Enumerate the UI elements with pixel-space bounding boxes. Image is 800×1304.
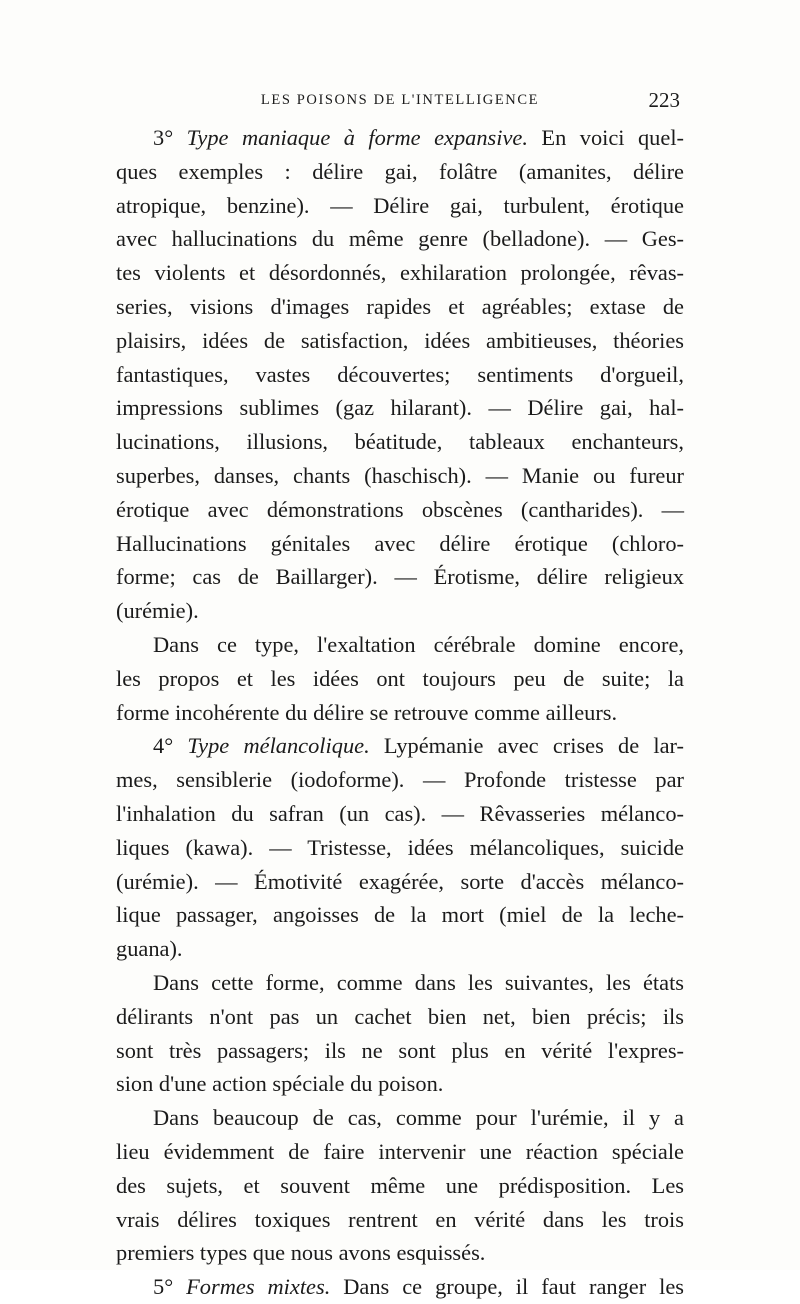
text-line bbox=[116, 932, 684, 966]
text-line bbox=[116, 425, 684, 459]
text-line bbox=[116, 729, 684, 763]
text-run: lique passager, angoisses de la mort (miel de la leche- bbox=[116, 902, 684, 928]
text-run: 5° bbox=[153, 1274, 187, 1300]
text-run: les propos et les idées ont toujours peu de suite; la bbox=[116, 665, 684, 691]
text-run: forme; cas de Baillarger). — Érotisme, délire religieux bbox=[116, 564, 684, 590]
text-run: (urémie). — Émotivité exagérée, sorte d'accès mélanco- bbox=[116, 868, 684, 894]
text-line bbox=[116, 831, 684, 865]
text-run: mes, sensiblerie (iodoforme). — Profonde tristesse par bbox=[116, 767, 684, 793]
text-run: liques (kawa). — Tristesse, idées mélancoliques, suicide bbox=[116, 834, 684, 860]
text-line bbox=[116, 1101, 684, 1135]
text-run: sont très passagers; ils ne sont plus en vérité l'expres- bbox=[116, 1037, 684, 1063]
text-line bbox=[116, 1135, 684, 1169]
text-line bbox=[116, 493, 684, 527]
text-line bbox=[116, 898, 684, 932]
text-line bbox=[116, 560, 684, 594]
italic-heading: Formes mixtes. bbox=[186, 1274, 331, 1300]
text-line bbox=[116, 121, 684, 155]
text-line bbox=[116, 189, 684, 223]
text-line bbox=[116, 966, 684, 1000]
text-run: tes violents et désordonnés, exhilaration prolongée, rêvas- bbox=[116, 260, 684, 286]
text-line bbox=[116, 763, 684, 797]
text-line bbox=[116, 797, 684, 831]
text-run: Dans cette forme, comme dans les suivantes, les états bbox=[153, 969, 684, 995]
text-line bbox=[116, 324, 684, 358]
text-run: series, visions d'images rapides et agréables; extase de bbox=[116, 293, 684, 319]
text-run: lucinations, illusions, béatitude, tableaux enchanteurs, bbox=[116, 429, 684, 455]
text-run: En voici quel- bbox=[527, 125, 684, 150]
text-run: 3° bbox=[153, 125, 187, 150]
text-line bbox=[116, 358, 684, 392]
text-run: Dans beaucoup de cas, comme pour l'urémie, il y a bbox=[153, 1105, 684, 1131]
text-run: lieu évidemment de faire intervenir une réaction spéciale bbox=[116, 1138, 684, 1164]
text-run: atropique, benzine). — Délire gai, turbulent, érotique bbox=[116, 192, 684, 218]
text-run: avec hallucinations du même genre (belladone). — Ges- bbox=[116, 226, 684, 252]
text-run: Dans ce type, l'exaltation cérébrale domine encore, bbox=[153, 631, 684, 657]
text-run: premiers types que nous avons esquissés. bbox=[116, 1240, 486, 1266]
text-line bbox=[116, 290, 684, 324]
text-line bbox=[116, 1203, 684, 1237]
text-run: (urémie). bbox=[116, 598, 199, 624]
text-run: forme incohérente du délire se retrouve comme ailleurs. bbox=[116, 699, 618, 725]
text-line bbox=[116, 155, 684, 189]
text-run: érotique avec démonstrations obscènes (cantharides). — bbox=[116, 496, 684, 522]
text-line bbox=[116, 1169, 684, 1203]
text-line bbox=[116, 1236, 684, 1270]
text-run: Hallucinations génitales avec délire érotique (chloro- bbox=[116, 530, 684, 556]
text-run: délirants n'ont pas un cachet bien net, bien précis; ils bbox=[116, 1003, 684, 1029]
text-line bbox=[116, 696, 684, 730]
text-line bbox=[116, 1270, 684, 1304]
running-title: LES POISONS DE L'INTELLIGENCE bbox=[260, 92, 540, 108]
text-run: ques exemples : délire gai, folâtre (amanites, délire bbox=[116, 158, 684, 184]
running-head bbox=[120, 88, 680, 114]
text-line bbox=[116, 628, 684, 662]
text-line bbox=[116, 527, 684, 561]
text-line bbox=[116, 1000, 684, 1034]
text-line bbox=[116, 391, 684, 425]
text-line bbox=[116, 222, 684, 256]
text-line bbox=[116, 459, 684, 493]
text-run: superbes, danses, chants (haschisch). — Manie ou fureur bbox=[116, 462, 684, 488]
text-run: 4° bbox=[153, 733, 188, 759]
text-run: plaisirs, idées de satisfaction, idées ambitieuses, théories bbox=[116, 327, 684, 353]
text-run: des sujets, et souvent même une prédisposition. Les bbox=[116, 1172, 684, 1198]
text-run: sion d'une action spéciale du poison. bbox=[116, 1071, 444, 1097]
italic-heading: Type mélancolique. bbox=[187, 733, 370, 759]
text-run: impressions sublimes (gaz hilarant). — Délire gai, hal- bbox=[116, 395, 684, 421]
italic-heading: Type maniaque à forme expansive. bbox=[186, 125, 528, 150]
text-run: vrais délires toxiques rentrent en vérité dans les trois bbox=[116, 1206, 684, 1232]
text-line bbox=[116, 256, 684, 290]
text-run: Dans ce groupe, il faut ranger les bbox=[330, 1274, 685, 1300]
page-number: 223 bbox=[648, 88, 680, 112]
text-run: l'inhalation du safran (un cas). — Rêvasseries mélanco- bbox=[116, 800, 684, 826]
text-line bbox=[116, 865, 684, 899]
text-run: fantastiques, vastes découvertes; sentiments d'orgueil, bbox=[116, 361, 684, 387]
text-line bbox=[116, 1034, 684, 1068]
text-line bbox=[116, 1067, 684, 1101]
text-run: Lypémanie avec crises de lar- bbox=[369, 733, 685, 759]
text-run: guana). bbox=[116, 936, 183, 962]
text-line bbox=[116, 662, 684, 696]
text-line bbox=[116, 594, 684, 628]
body-text bbox=[116, 121, 684, 1304]
